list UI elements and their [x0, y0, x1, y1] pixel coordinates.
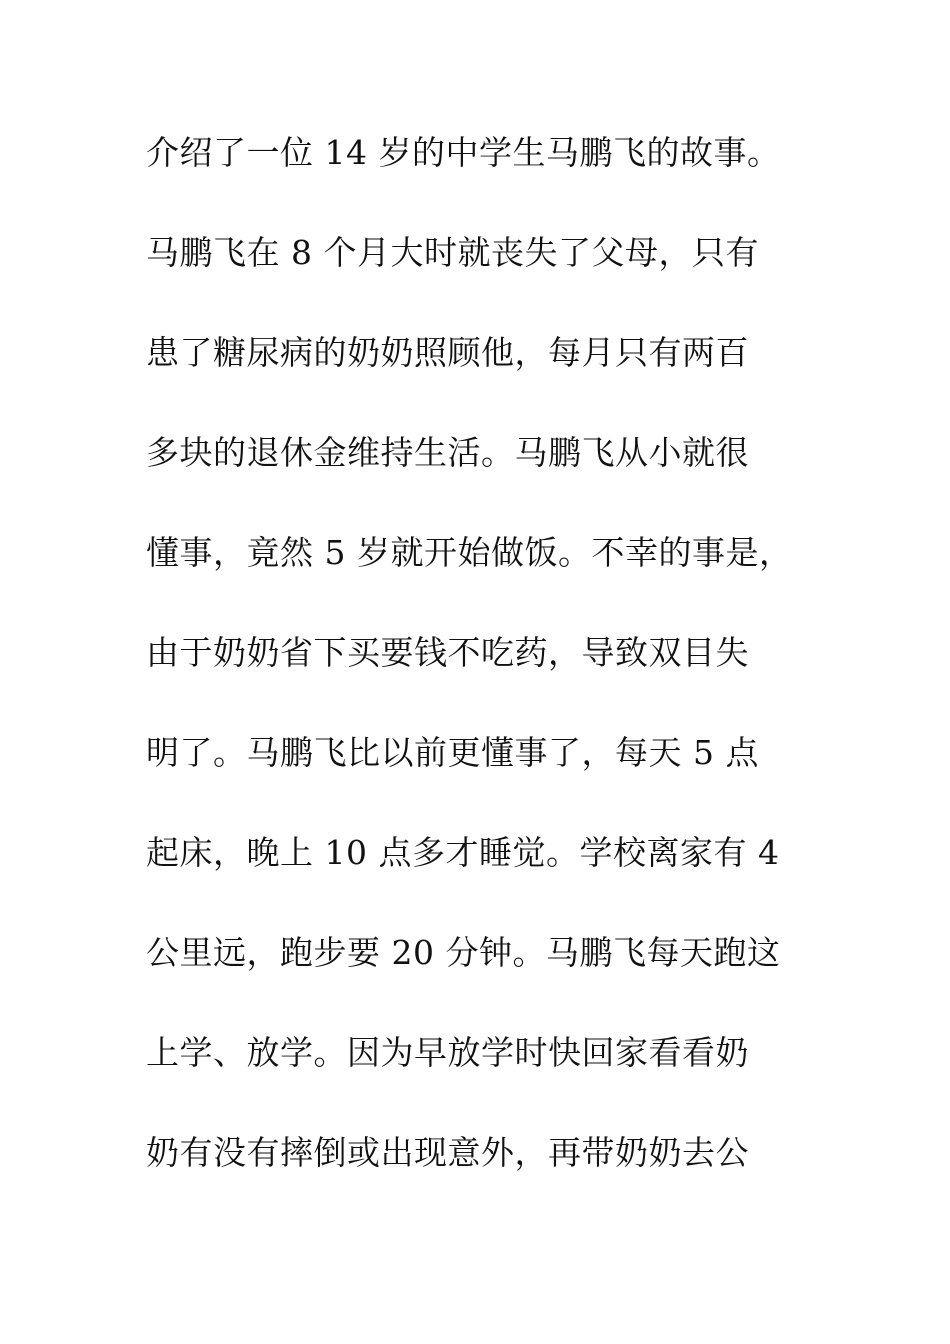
text-line: 公里远，跑步要 20 分钟。马鹏飞每天跑这	[146, 933, 781, 972]
text-line: 奶有没有摔倒或出现意外，再带奶奶去公	[146, 1133, 749, 1172]
text-line: 介绍了一位 14 岁的中学生马鹏飞的故事。	[146, 133, 781, 172]
text-line: 懂事，竟然 5 岁就开始做饭。不幸的事是，	[146, 533, 793, 572]
text-line: 起床，晚上 10 点多才睡觉。学校离家有 4	[146, 833, 780, 872]
text-line: 多块的退休金维持生活。马鹏飞从小就很	[146, 433, 749, 472]
body-text	[146, 128, 826, 1228]
text-line: 患了糖尿病的奶奶照顾他，每月只有两百	[146, 333, 749, 372]
text-line: 由于奶奶省下买要钱不吃药，导致双目失	[146, 633, 749, 672]
text-line: 马鹏飞在 8 个月大时就丧失了父母，只有	[146, 233, 759, 272]
text-line: 上学、放学。因为早放学时快回家看看奶	[146, 1033, 749, 1072]
text-line: 明了。马鹏飞比以前更懂事了，每天 5 点	[146, 733, 759, 772]
